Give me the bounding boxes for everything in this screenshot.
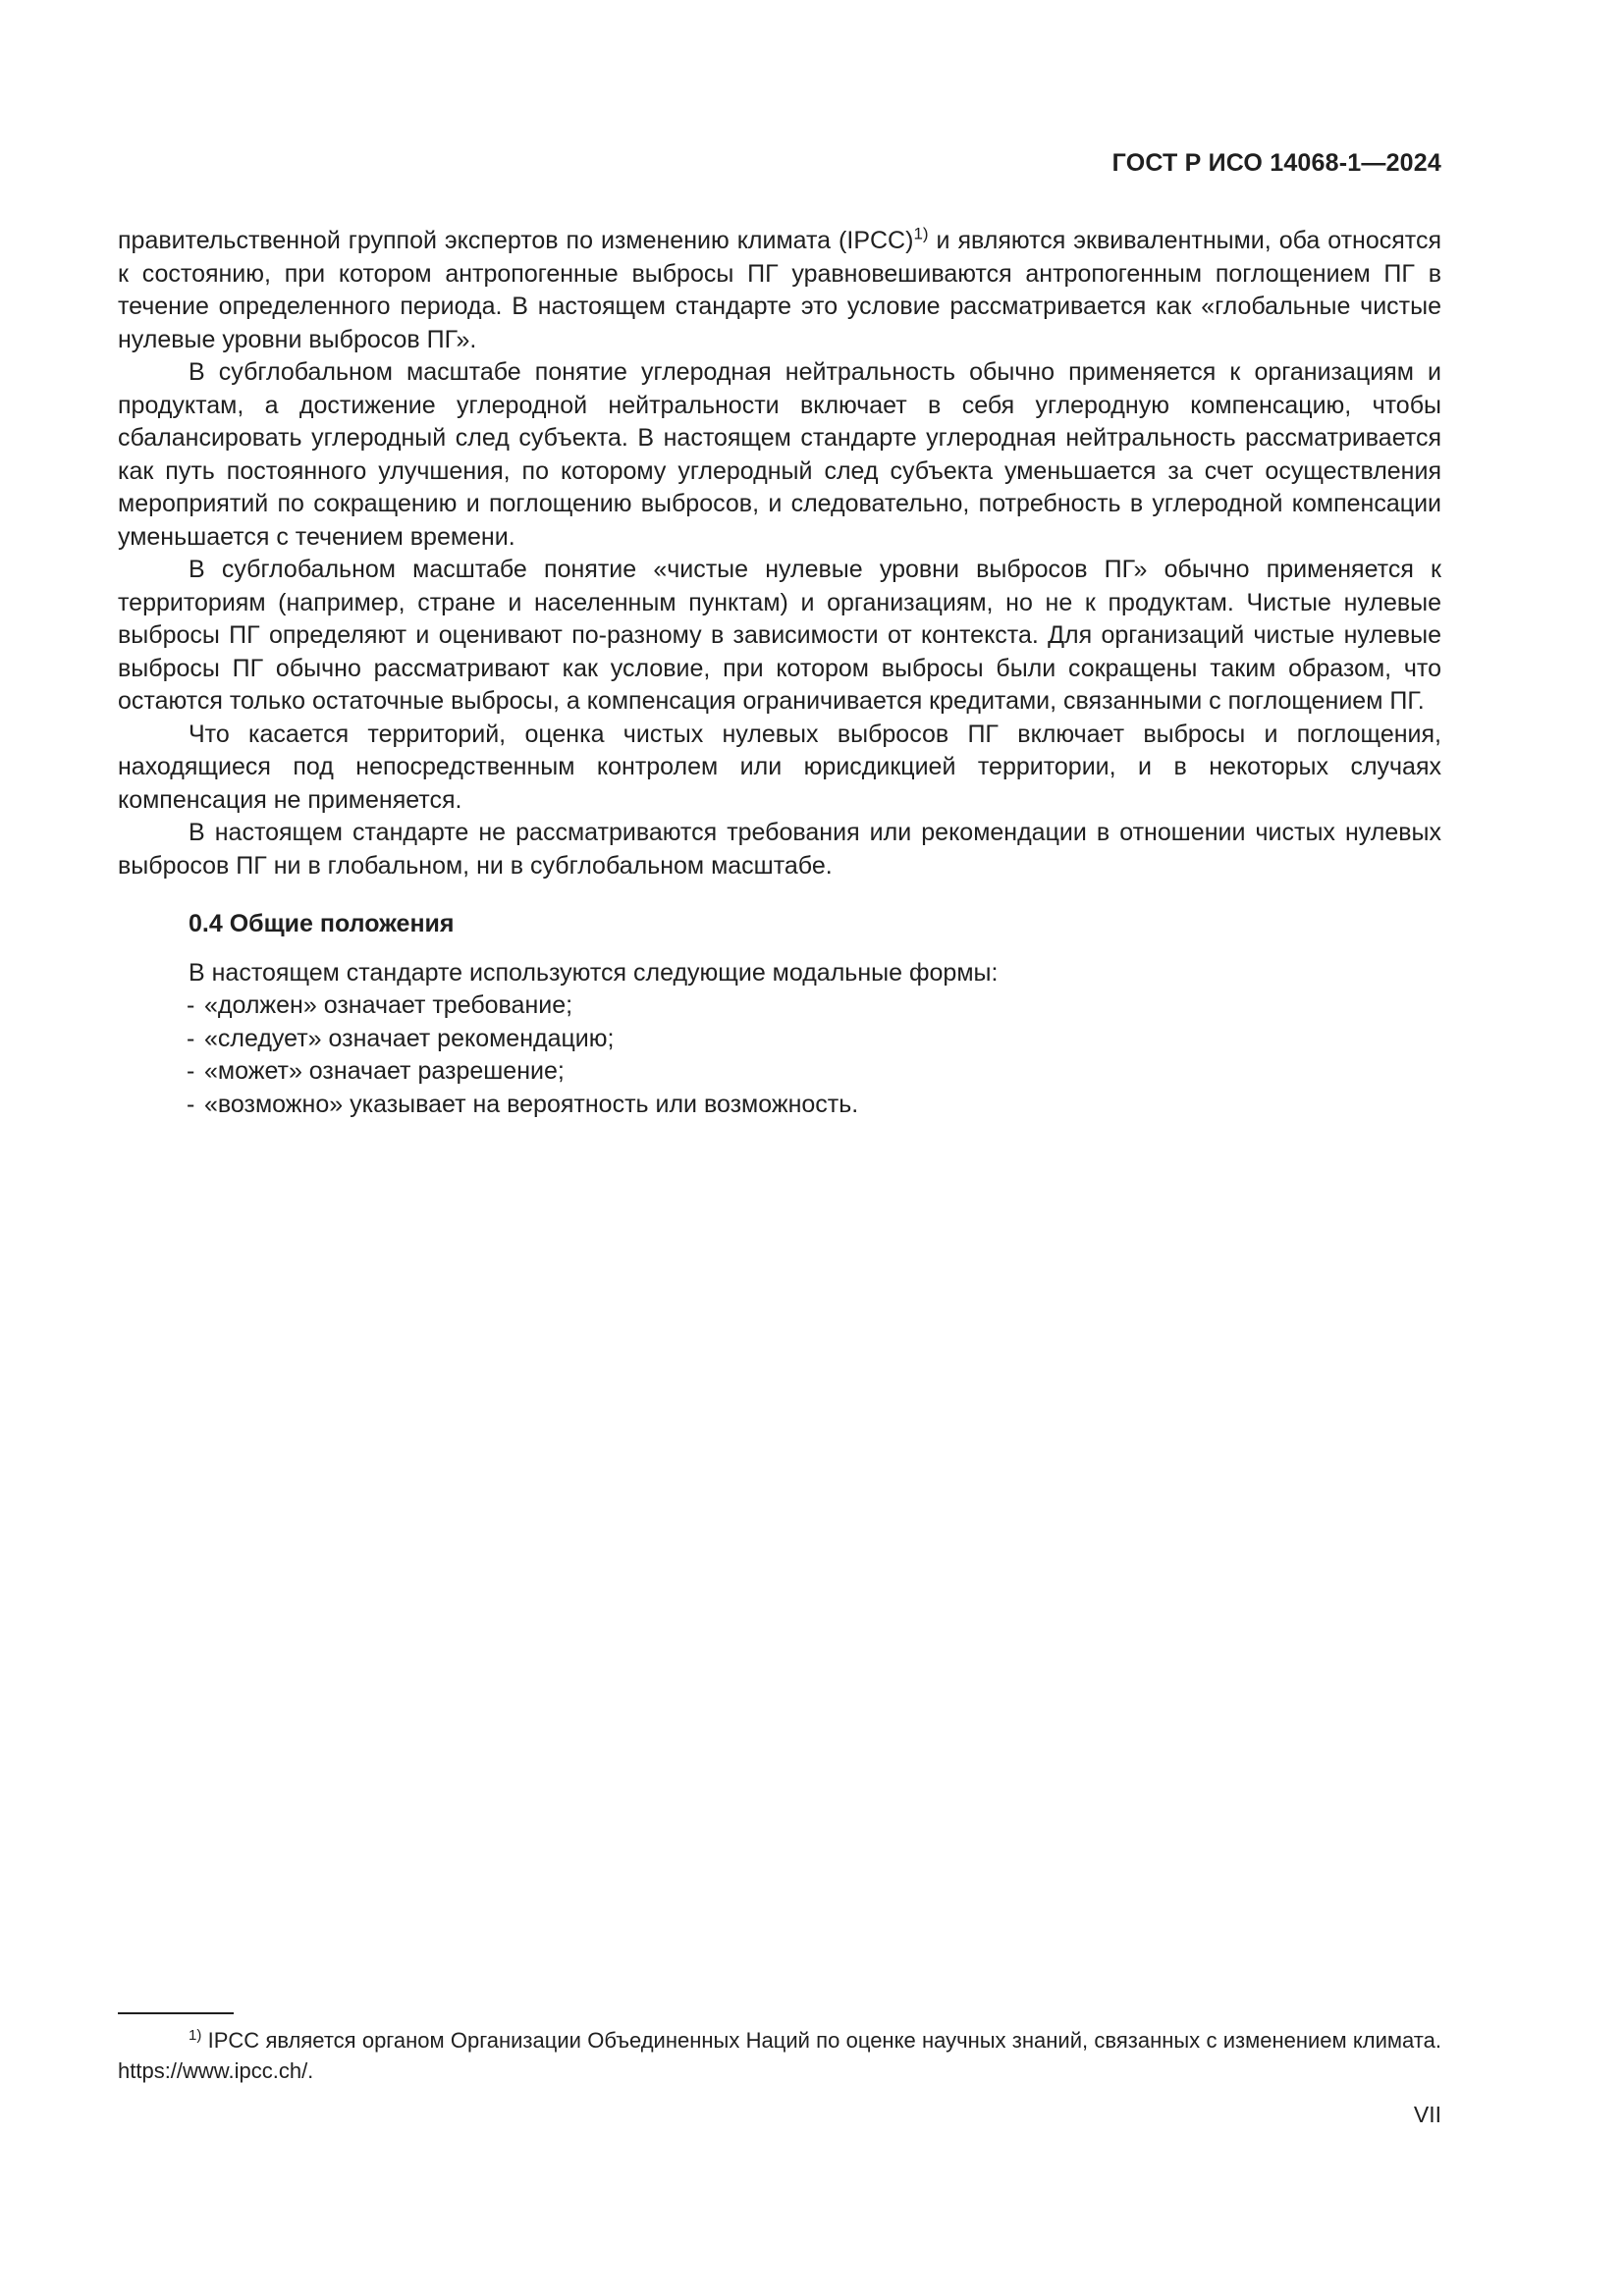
list-dash: -: [187, 1090, 195, 1118]
list-item: [187, 1089, 1441, 1122]
list-dash: -: [187, 991, 195, 1019]
paragraph-text-before-footnote: правительственной группой экспертов по изменению климата (IPCC): [118, 227, 914, 254]
page-number: VII: [1413, 2102, 1441, 2127]
footnote-marker: 1): [189, 2026, 202, 2044]
list-dash: -: [187, 1057, 195, 1085]
section-heading-0-4: 0.4 Общие положения: [189, 910, 455, 937]
footnote: [118, 2025, 1441, 2086]
paragraph-net-zero-subglobal: В субглобальном масштабе понятие «чистые нулевые уровни выбросов ПГ» обычно применяется к территориям (например, стране и населенным пунктам) и организациям, но не к продуктам. Чистые нулевые выбросы ПГ определяют и оценивают по-разному в зависимости от контекста. Для организаций чистые нулевые выбросы ПГ обычно рассматривают как условие, при котором выбросы были сокращены таким образом, что остаются только остаточные выбросы, а компенсация ограничивается кредитами, связанными с поглощением ПГ.: [118, 556, 1441, 715]
document-header: [1112, 148, 1441, 178]
list-item-text: «следует» означает рекомендацию;: [204, 1024, 615, 1052]
list-item: [187, 1023, 1441, 1056]
list-item: [187, 1055, 1441, 1089]
paragraph-ipcc-continuation: [118, 225, 1441, 356]
footnote-lead: [118, 2028, 201, 2053]
standard-designation: ГОСТ Р ИСО 14068-1—2024: [1111, 149, 1441, 177]
list-item-text: «должен» означает требование;: [204, 991, 573, 1019]
list-item-text: «может» означает разрешение;: [204, 1057, 565, 1085]
paragraph-carbon-neutrality: В субглобальном масштабе понятие углеродная нейтральность обычно применяется к организациям и продуктам, а достижение углеродной нейтральности включает в себя углеродную компенсацию, чтобы сбалансировать углеродный след субъекта. В настоящем стандарте углеродная нейтральность рассматривается как путь постоянного улучшения, по которому углеродный след субъекта уменьшается за счет осуществления мероприятий по сокращению и поглощению выбросов, и следовательно, потребность в углеродной компенсации уменьшается с течением времени.: [118, 358, 1441, 551]
modal-forms-intro: В настоящем стандарте используются следующие модальные формы:: [189, 958, 999, 987]
list-item-text: «возможно» указывает на вероятность или возможность.: [204, 1090, 859, 1118]
list-dash: -: [187, 1024, 195, 1052]
body-text: [118, 225, 1441, 1121]
paragraph-text-after-footnote: и являются эквивалентными, оба относятся к состоянию, при котором антропогенные выбросы ПГ уравновешиваются антропогенным поглощением ПГ в течение определенного периода. В настоящем стандарте это условие рассматривается как «глобальные чистые нулевые уровни выбросов ПГ».: [118, 227, 1441, 353]
footnote-reference: 1): [913, 224, 929, 243]
footnote-text: IPCC является органом Организации Объединенных Наций по оценке научных знаний, связанных с изменением климата. https://www.ipcc.ch/.: [118, 2028, 1441, 2083]
footnote-separator: [118, 2012, 234, 2014]
modal-forms-list: [118, 989, 1441, 1121]
paragraph-territories: Что касается территорий, оценка чистых нулевых выбросов ПГ включает выбросы и поглощения, находящиеся под непосредственным контролем или юрисдикцией территории, и в некоторых случаях компенсация не применяется.: [118, 720, 1441, 814]
list-item: [187, 989, 1441, 1023]
paragraph-scope-exclusion: В настоящем стандарте не рассматриваются требования или рекомендации в отношении чистых нулевых выбросов ПГ ни в глобальном, ни в субглобальном масштабе.: [118, 819, 1441, 880]
